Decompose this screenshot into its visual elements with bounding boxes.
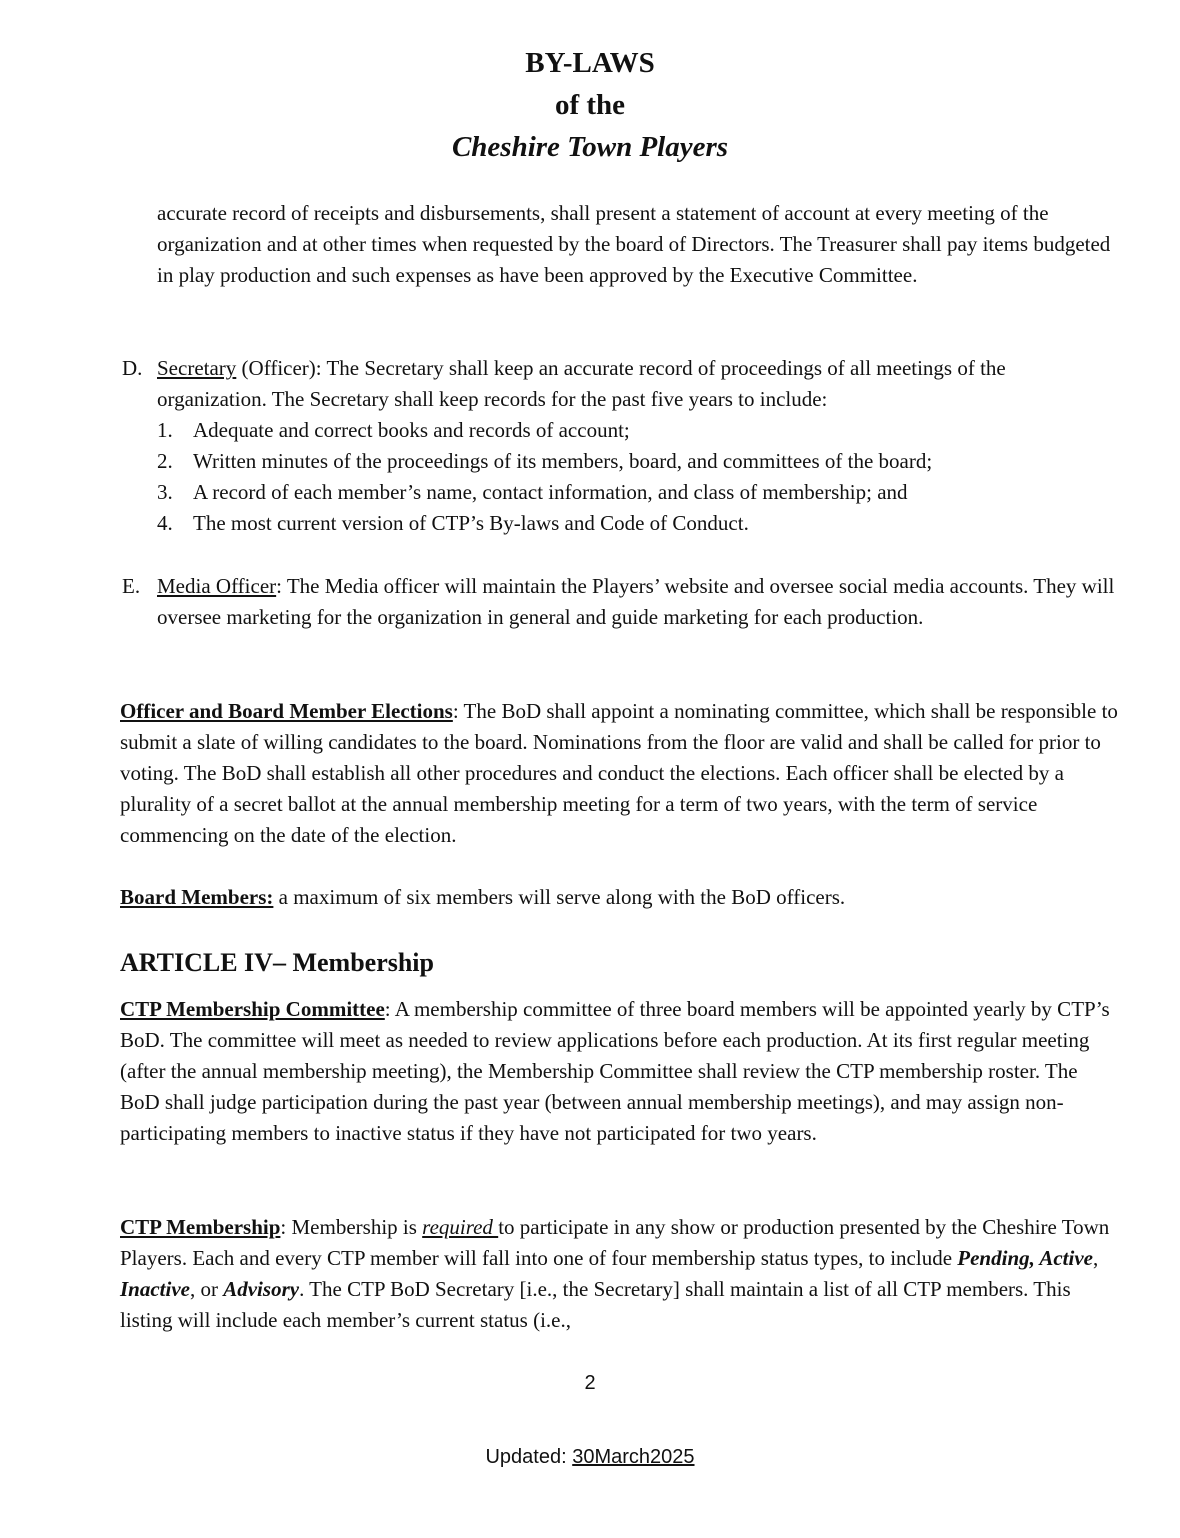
elections-heading: Officer and Board Member Elections xyxy=(120,699,453,723)
membership-committee-paragraph xyxy=(120,994,1120,1149)
board-members-paragraph xyxy=(120,882,1120,913)
media-officer-heading: Media Officer xyxy=(157,574,277,598)
updated-label: Updated: xyxy=(485,1446,573,1468)
article-heading: ARTICLE IV– Membership xyxy=(120,948,434,977)
elections-paragraph xyxy=(120,696,1120,851)
secretary-letter: D. xyxy=(122,356,143,380)
secretary-records-list xyxy=(157,415,1117,539)
membership-heading: CTP Membership xyxy=(120,1215,281,1239)
status-pending-active: Pending, Active xyxy=(957,1246,1093,1270)
organization-name: Cheshire Town Players xyxy=(451,131,729,163)
secretary-intro: (Officer): The Secretary shall keep an accurate record of proceedings of all meetings of the organization. The Secretary shall keep records for the past five years to include: xyxy=(157,356,1006,411)
separator: , xyxy=(1092,1246,1099,1270)
doc-title: BY-LAWS xyxy=(525,47,655,79)
doc-subtitle: of the xyxy=(554,89,626,121)
updated-footer xyxy=(0,1446,1180,1469)
media-officer-text: : The Media officer will maintain the Players’ website and oversee social media accounts. They will oversee marketing for the organization in general and guide marketing for each production. xyxy=(157,574,1115,629)
elections-text: : The BoD shall appoint a nominating committee, which shall be responsible to submit a slate of willing candidates to the board. Nominations from the floor are valid and shall be called for prior to voting. The BoD shall establish all other procedures and conduct the elections. Each officer shall be elected by a plurality of a secret ballot at the annual membership meeting for a term of two years, with the term of service commencing on the date of the election. xyxy=(120,699,1118,847)
media-officer-section xyxy=(157,571,1117,633)
list-item: 4. The most current version of CTP’s By-laws and Code of Conduct. xyxy=(157,511,749,535)
list-item: 1. Adequate and correct books and records of account; xyxy=(157,418,630,442)
secretary-heading: Secretary xyxy=(157,356,237,380)
updated-date: 30March2025 xyxy=(572,1446,695,1468)
secretary-section xyxy=(157,353,1117,539)
list-item: 3. A record of each member’s name, contact information, and class of membership; and xyxy=(157,480,908,504)
membership-text: . The CTP BoD Secretary [i.e., the Secretary] shall maintain a list of all CTP members. This listing will include each member’s current status (i.e., xyxy=(120,1277,1071,1332)
board-members-heading: Board Members: xyxy=(120,885,274,909)
membership-committee-heading: CTP Membership Committee xyxy=(120,997,385,1021)
list-item: 2. Written minutes of the proceedings of its members, board, and committees of the board; xyxy=(157,449,933,473)
status-inactive: Inactive xyxy=(120,1277,190,1301)
board-members-text: a maximum of six members will serve along with the BoD officers. xyxy=(273,885,846,909)
separator: , or xyxy=(189,1277,224,1301)
status-advisory: Advisory xyxy=(223,1277,300,1301)
media-officer-letter: E. xyxy=(122,574,141,598)
membership-paragraph xyxy=(120,1212,1120,1336)
membership-committee-text: : A membership committee of three board members will be appointed yearly by CTP’s BoD. The committee will meet as needed to review applications before each production. At its first regular meeting (after the annual membership meeting), the Membership Committee shall review the CTP membership roster. The BoD shall judge participation during the past year (between annual membership meetings), and may assign non-participating members to inactive status if they have not participated for two years. xyxy=(120,997,1110,1145)
treasurer-continuation: accurate record of receipts and disbursements, shall present a statement of account at every meeting of the organization and at other times when requested by the board of Directors. The Treasurer shall pay items budgeted in play production and such expenses as have been approved by the Executive Committee. xyxy=(157,201,1111,287)
required-emphasis: required xyxy=(422,1215,499,1239)
membership-text: to participate in any show or production presented by the Cheshire Town Players. Each and every CTP member will fall into one of four membership status types, to include xyxy=(120,1215,1110,1270)
membership-text: : Membership is xyxy=(280,1215,423,1239)
page-number: 2 xyxy=(584,1372,596,1394)
